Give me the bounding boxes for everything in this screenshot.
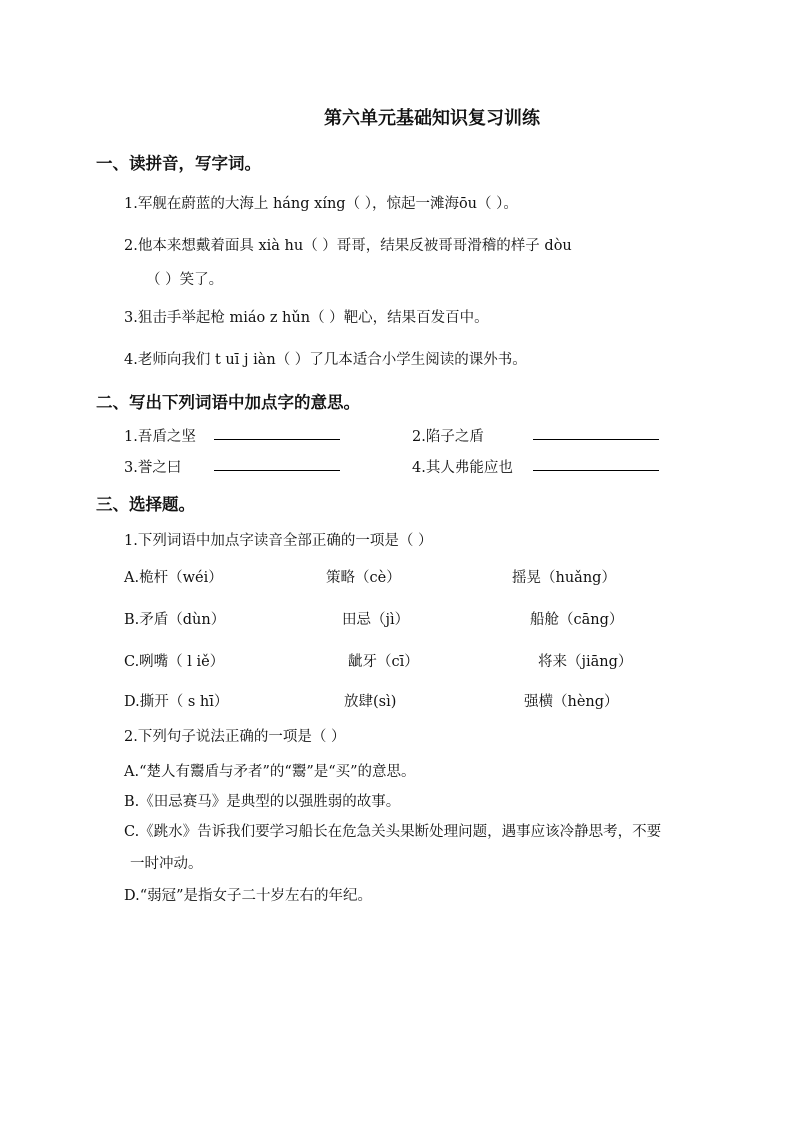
s2-answer-line-1[interactable] <box>214 425 340 444</box>
s2-answer-line-3[interactable] <box>214 456 340 475</box>
s3-q2-option-d: D.“弱冠”是指女子二十岁左右的年纪。 <box>124 888 373 904</box>
s3-option-c-1: C.咧嘴（ l iě） <box>124 654 225 670</box>
s1-question-3: 3.狙击手举起枪 miáo z hǔn（ ）靶心，结果百发百中。 <box>124 310 489 326</box>
s3-option-d-2: 放肆(sì) <box>344 694 397 710</box>
s3-question-1: 1.下列词语中加点字读音全部正确的一项是（ ） <box>124 533 433 549</box>
s2-item-4 <box>412 456 513 477</box>
s2-item-1 <box>124 425 196 446</box>
s3-option-b-3: 船舱（cāng） <box>530 612 624 628</box>
s3-question-2: 2.下列句子说法正确的一项是（ ） <box>124 729 346 745</box>
s2-item-3 <box>124 456 181 477</box>
s1-question-4: 4.老师向我们 t uī j iàn（ ）了几本适合小学生阅读的课外书。 <box>124 352 527 368</box>
s1-question-1: 1.军舰在蔚蓝的大海上 háng xíng（ ），惊起一滩海ōu（ ）。 <box>124 196 518 212</box>
s1-question-2: 2.他本来想戴着面具 xià hu（ ）哥哥，结果反被哥哥滑稽的样子 dòu <box>124 238 572 254</box>
s3-option-b-2: 田忌（jì） <box>342 612 410 628</box>
section-1-heading: 一、读拼音，写字词。 <box>96 154 261 173</box>
s2-answer-line-4[interactable] <box>533 456 659 475</box>
s1-question-2-cont: （ ）笑了。 <box>146 272 224 288</box>
s2-item-label: 1.吾盾之坚 <box>124 429 196 445</box>
s2-item-label: 4.其人弗能应也 <box>412 460 513 476</box>
s2-item-label: 2.陷子之盾 <box>412 429 484 445</box>
s3-option-b-1: B.矛盾（dùn） <box>124 612 226 628</box>
s3-option-c-3: 将来（jiāng） <box>538 654 633 670</box>
s3-option-c-2: 龇牙（cī） <box>348 654 419 670</box>
section-3-heading: 三、选择题。 <box>96 495 195 514</box>
s2-answer-line-2[interactable] <box>533 425 659 444</box>
page-title: 第六单元基础知识复习训练 <box>324 108 540 129</box>
s3-q2-option-c-cont: 一时冲动。 <box>130 856 203 872</box>
s3-q2-option-c: C.《跳水》告诉我们要学习船长在危急关头果断处理问题，遇事应该冷静思考，不要 <box>124 824 662 840</box>
s3-option-d-1: D.撕开（ s hī） <box>124 694 229 710</box>
s3-q2-option-b: B.《田忌赛马》是典型的以强胜弱的故事。 <box>124 794 401 810</box>
s3-option-d-3: 强横（hèng） <box>524 694 619 710</box>
s3-option-a-3: 摇晃（huǎng） <box>512 570 616 586</box>
s3-option-a-1: A.桅杆（wéi） <box>124 570 223 586</box>
s3-option-a-2: 策略（cè） <box>326 570 401 586</box>
s2-item-2 <box>412 425 484 446</box>
section-2-heading: 二、写出下列词语中加点字的意思。 <box>96 393 360 412</box>
s2-item-label: 3.誉之曰 <box>124 460 182 476</box>
s3-q2-option-a: A.“楚人有鬻盾与矛者”的“鬻”是“买”的意思。 <box>124 764 416 780</box>
